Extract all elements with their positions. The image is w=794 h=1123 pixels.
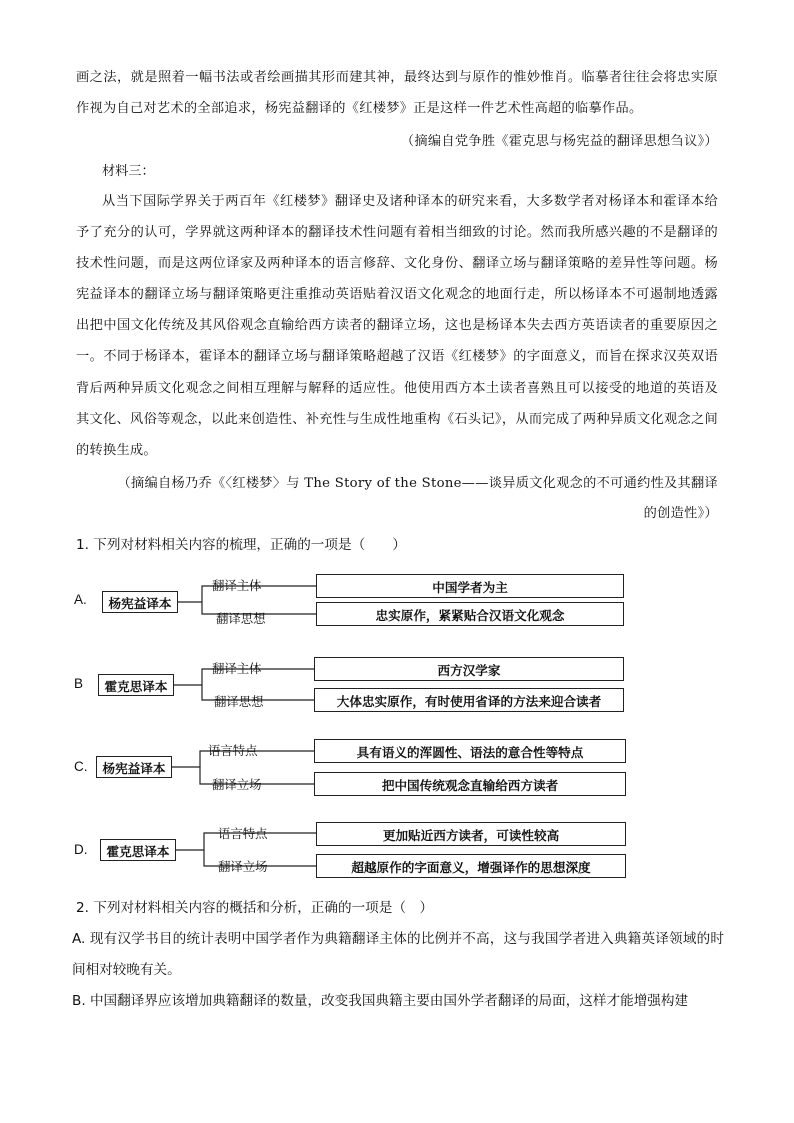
option-a-branch-2: 翻译思想 bbox=[216, 611, 266, 626]
option-b-letter[interactable]: B bbox=[74, 676, 84, 691]
source-citation-1: （摘编自党争胜《霍克思与杨宪益的翻译思想刍议》） bbox=[400, 134, 718, 149]
option-c-branch-2: 翻译立场 bbox=[212, 777, 262, 792]
option-b-root: 霍克思译本 bbox=[98, 674, 174, 696]
question-2-stem: 2. 下列对材料相关内容的概括和分析，正确的一项是（ ） bbox=[76, 900, 434, 916]
option-c-leaf-1: 具有语义的浑圆性、语法的意合性等特点 bbox=[314, 739, 626, 763]
option-a-root: 杨宪益译本 bbox=[102, 591, 178, 613]
source-citation-2-line-1: （摘编自杨乃乔《〈红楼梦〉与 The Story of the Stone——谈异质文化观念的不可通约性及其翻译 bbox=[117, 476, 718, 491]
option-c-root: 杨宪益译本 bbox=[96, 756, 172, 778]
option-c-letter[interactable]: C. bbox=[74, 759, 88, 774]
option-a-leaf-2: 忠实原作，紧紧贴合汉语文化观念 bbox=[316, 602, 624, 626]
option-d-branch-2: 翻译立场 bbox=[218, 859, 268, 874]
option-b-leaf-2: 大体忠实原作，有时使用省译的方法来迎合读者 bbox=[314, 688, 624, 712]
source-citation-2-line-2: 的创造性》） bbox=[643, 506, 718, 521]
passage-paragraph-2: 从当下国际学界关于两百年《红楼梦》翻译史及诸种译本的研究来看，大多数学者对杨译本和霍译本给予了充分的认可，学界就这两种译本的翻译技术性问题有着相当细致的讨论。然而我所感兴趣的不是翻译的技术性问题，而是这两位译家及两种译本的语言修辞、文化身份、翻译立场与翻译策略的差异性等问题。杨宪益译本的翻译立场与翻译策略更注重推动英语贴着汉语文化观念的地面行走，所以杨译本不可遏制地透露出把中国文化传统及其风俗观念直输给西方读者的翻译立场，这也是杨译本失去西方英语读者的重要原因之一。不同于杨译本，霍译本的翻译立场与翻译策略超越了汉语《红楼梦》的字面意义，而旨在探求汉英双语背后两种异质文化观念之间相互理解与解释的适应性。他使用西方本土读者喜熟且可以接受的地道的英语及其文化、风俗等观念，以此来创造性、补充性与生成性地重构《石头记》，从而完成了两种异质文化观念之间的转换生成。 bbox=[76, 194, 718, 458]
option-d-root: 霍克思译本 bbox=[100, 839, 176, 861]
option-a-leaf-1: 中国学者为主 bbox=[316, 574, 624, 598]
option-d-letter[interactable]: D. bbox=[74, 842, 88, 857]
question-1-stem: 1. 下列对材料相关内容的梳理，正确的一项是（ ） bbox=[76, 537, 406, 553]
option-b-branch-1: 翻译主体 bbox=[212, 661, 262, 676]
option-d-leaf-2: 超越原作的字面意义，增强译作的思想深度 bbox=[316, 854, 626, 878]
option-a-letter[interactable]: A. bbox=[74, 592, 87, 607]
option-a-branch-1: 翻译主体 bbox=[212, 578, 262, 593]
material-3-label: 材料三： bbox=[102, 164, 155, 179]
option-c-branch-1: 语言特点 bbox=[208, 743, 258, 758]
question-2-option-a[interactable]: A. 现有汉学书目的统计表明中国学者作为典籍翻译主体的比例并不高，这与我国学者进入典籍英译领域的时间相对较晚有关。 bbox=[72, 931, 724, 978]
option-b-leaf-1: 西方汉学家 bbox=[314, 657, 624, 681]
option-b-branch-2: 翻译思想 bbox=[214, 694, 264, 709]
question-2-option-b[interactable]: B. 中国翻译界应该增加典籍翻译的数量，改变我国典籍主要由国外学者翻译的局面，这样才能增强构建 bbox=[72, 993, 689, 1009]
option-c-leaf-2: 把中国传统观念直输给西方读者 bbox=[314, 772, 626, 796]
passage-paragraph-1: 画之法，就是照着一幅书法或者绘画描其形而建其神，最终达到与原作的惟妙惟肖。临摹者往往会将忠实原作视为自己对艺术的全部追求，杨宪益翻译的《红楼梦》正是这样一件艺术性高超的临摹作品。 bbox=[76, 70, 718, 117]
option-d-leaf-1: 更加贴近西方读者，可读性较高 bbox=[316, 822, 626, 846]
option-d-branch-1: 语言特点 bbox=[218, 826, 268, 841]
